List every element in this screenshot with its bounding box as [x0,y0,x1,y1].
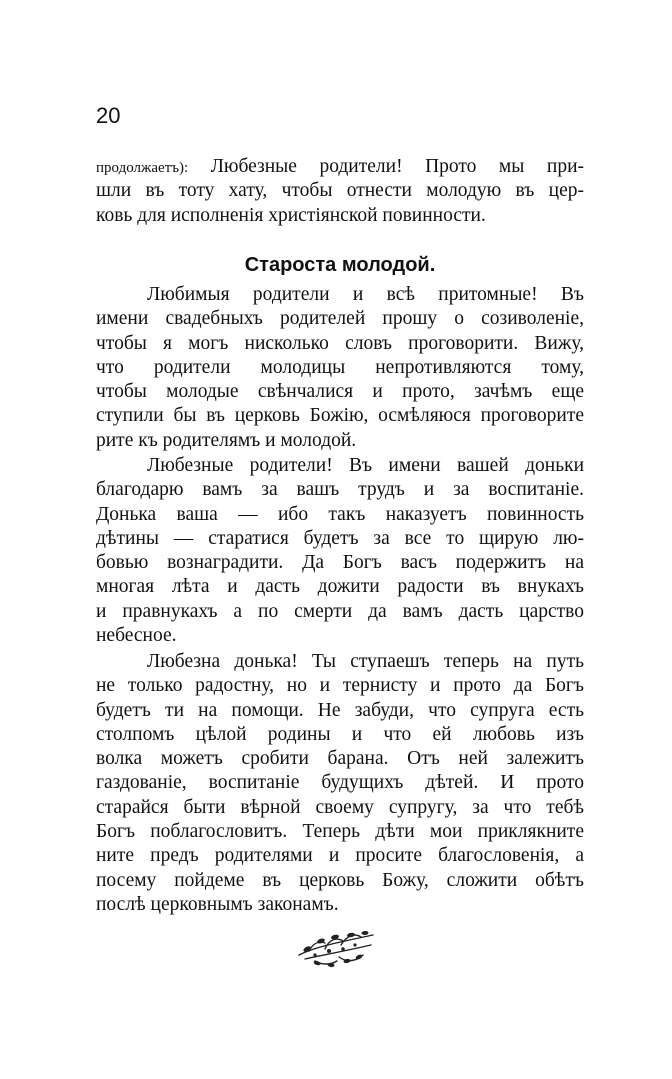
paragraph-line: рите къ родителямъ и молодой. [96,429,357,451]
paragraph-line: Любезна донька! Ты ступаешъ теперь на путь [147,651,584,672]
intro-line-1-rest: Любезные родители! Прото мы при- [210,156,584,177]
paragraph-line: газдованіе, воспитаніе будущихъ дѣтей. И прото [96,772,584,794]
paragraph-2 [96,454,584,648]
paragraph-line: Богъ поблагословитъ. Теперь дѣти мои приклякните [96,821,584,843]
paragraph-line: Любезные родители! Въ имени вашей доньки [147,455,584,476]
paragraph-1 [96,283,584,453]
paragraph-line: будетъ ти на помощи. Не забуди, что супруга есть [96,699,584,721]
paragraph-line: небесное. [96,625,177,647]
paragraph-line: и правнукахъ а по смерти да вамъ дасть царство [96,600,584,622]
paragraph-line: посему пойдеме въ церковь Божу, сложити обѣтъ [96,869,584,891]
paragraph-line: благодарю вамъ за вашъ трудъ и за воспитаніе. [96,479,584,501]
paragraph-line: ступили бы въ церковь Божію, осмѣляюся проговорите [96,405,584,427]
page-number: 20 [96,103,121,128]
paragraph-line: не только радостну, но и тернисту и прото да Богъ [96,675,584,697]
paragraph-line: волка можетъ сробити барана. Отъ ней залежитъ [96,748,584,770]
paragraph-line: ните предъ родителями и просите благословенія, а [96,845,584,867]
paragraph-line: старайся быти вѣрной своему супругу, за что тебѣ [96,796,584,818]
paragraph-line: Донька ваша — ибо такъ наказуетъ повинность [96,503,584,525]
intro-line-1 [96,155,584,179]
paragraph-line: столпомъ цѣлой родины и что ей любовь изъ [96,723,584,745]
paragraph-line: Любимыя родители и всѣ притомные! Въ [147,284,584,305]
floral-vignette-icon [295,925,377,969]
paragraph-line: дѣтины — старатися будетъ за все то щирую лю- [96,527,584,549]
paragraph-line: послѣ церковнымъ законамъ. [96,893,339,915]
paragraph-line: чтобы я могъ нисколько словъ проговорити. Вижу, [96,332,584,354]
intro-line-2: шли въ тоту хату, чтобы отнести молодую въ цер- [96,180,584,202]
paragraph-line: бовью вознаградити. Да Богъ васъ подержитъ на [96,552,584,574]
paragraph-line: чтобы молодые свѣнчалися и прото, зачѣмъ еще [96,381,584,403]
paragraph-line: что родители молодицы непротивляются тому, [96,356,584,378]
intro-small-word: продолжаетъ): [96,160,189,176]
paragraph-3 [96,650,584,917]
intro-line-3: ковь для исполненія христіянской повинности. [96,204,486,226]
intro-text [96,155,584,228]
paragraph-line: многая лѣта и дасть дожити радости въ внукахъ [96,576,584,598]
section-heading: Староста молодой. [244,254,436,276]
paragraph-line: имени свадебныхъ родителей прошу о созиволеніе, [96,308,584,330]
